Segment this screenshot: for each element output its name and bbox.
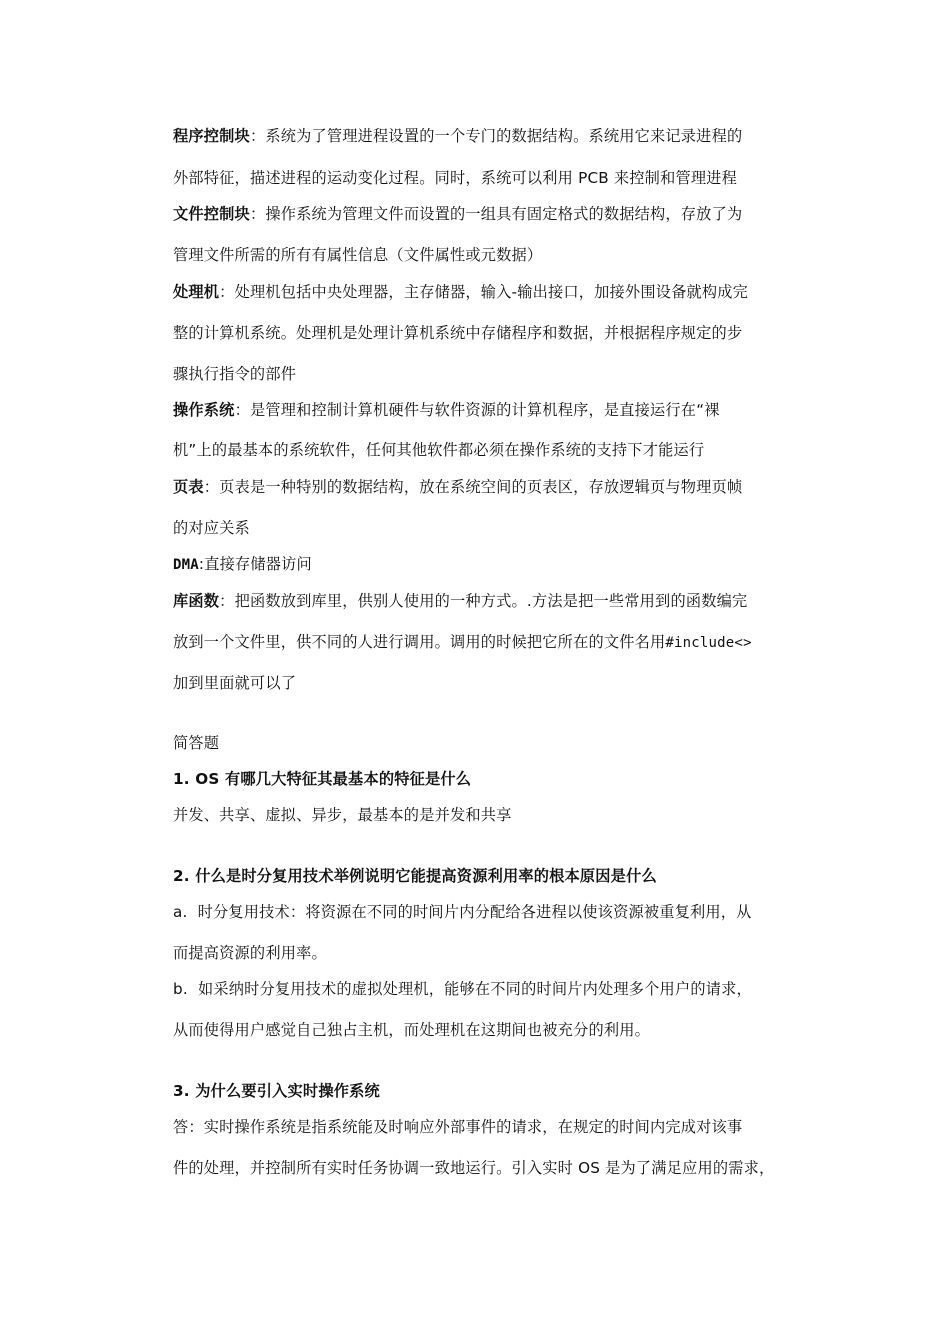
definition-library [173, 591, 747, 611]
answer-3: 答：实时操作系统是指系统能及时响应外部事件的请求，在规定的时间内完成对该事 [173, 1118, 743, 1136]
definition-page-table [173, 477, 742, 497]
definition-text: 整的计算机系统。处理机是处理计算机系统中存储程序和数据，并根据程序规定的步 [173, 324, 743, 342]
definition-text: 骤执行指令的部件 [173, 365, 297, 383]
definition-text: 处理机包括中央处理器，主存储器，输入-输出接口，加接外围设备就构成完 [234, 283, 749, 301]
code-snippet: #include<> [665, 635, 752, 651]
question-2: 2. 什么是时分复用技术举例说明它能提高资源利用率的根本原因是什么 [173, 867, 657, 885]
term-dma: DMA [173, 557, 199, 573]
separator: ： [219, 592, 235, 610]
definition-text: 直接存储器访问 [204, 555, 312, 573]
question-3: 3. 为什么要引入实时操作系统 [173, 1082, 380, 1100]
definition-text [173, 632, 752, 653]
question-1: 1. OS 有哪几大特征其最基本的特征是什么 [173, 770, 472, 788]
definition-pcb [173, 126, 742, 146]
separator: ： [234, 401, 250, 419]
answer-text: 如采纳时分复用技术的虚拟处理机，能够在不同的时间片内处理多个用户的请求， [197, 980, 752, 998]
definition-text: 放到一个文件里，供不同的人进行调用。调用的时候把它所在的文件名用 [173, 633, 666, 651]
answer-2a [173, 902, 752, 922]
definition-text: 系统为了管理进程设置的一个专门的数据结构。系统用它来记录进程的 [265, 127, 743, 145]
section-heading: 简答题 [173, 734, 220, 752]
term-library: 库函数 [173, 592, 220, 610]
definition-text: 是管理和控制计算机硬件与软件资源的计算机程序，是直接运行在“裸 [249, 401, 720, 419]
definition-text: 页表是一种特别的数据结构，放在系统空间的页表区，存放逻辑页与物理页帧 [219, 478, 743, 496]
answer-text: 件的处理，并控制所有实时任务协调一致地运行。引入实时 OS 是为了满足应用的需求， [173, 1159, 775, 1177]
separator: ： [203, 478, 220, 496]
separator: : [198, 555, 205, 573]
definition-text: 的对应关系 [173, 519, 250, 537]
list-label: b. [173, 980, 188, 998]
answer-text: 从而使得用户感觉自己独占主机，而处理机在这期间也被充分的利用。 [173, 1021, 651, 1039]
definition-text: 操作系统为管理文件而设置的一组具有固定格式的数据结构，存放了为 [265, 205, 743, 223]
definition-processor [173, 282, 748, 302]
term-os: 操作系统 [173, 401, 235, 419]
answer-text: 时分复用技术：将资源在不同的时间片内分配给各进程以使该资源被重复利用，从 [197, 903, 752, 921]
term-page-table: 页表 [173, 478, 204, 496]
definition-text: 加到里面就可以了 [173, 674, 297, 692]
separator: ： [249, 127, 266, 145]
answer-2b [173, 979, 752, 999]
definition-text: 管理文件所需的所有有属性信息（文件属性或元数据） [173, 246, 543, 264]
separator: ： [249, 205, 266, 223]
definition-dma [173, 554, 312, 575]
definition-text: 机”上的最基本的系统软件，任何其他软件都必须在操作系统的支持下才能运行 [173, 441, 705, 459]
term-pcb: 程序控制块 [173, 127, 250, 145]
definition-fcb [173, 204, 742, 224]
answer-text: 而提高资源的利用率。 [173, 944, 327, 962]
term-processor: 处理机 [173, 283, 220, 301]
term-fcb: 文件控制块 [173, 205, 250, 223]
definition-os [173, 400, 720, 420]
definition-text: 外部特征，描述进程的运动变化过程。同时，系统可以利用 PCB 来控制和管理进程 [173, 169, 738, 187]
answer-1: 并发、共享、虚拟、异步，最基本的是并发和共享 [173, 806, 512, 824]
separator: ： [219, 283, 235, 301]
definition-text: 把函数放到库里，供别人使用的一种方式。.方法是把一些常用到的函数编完 [234, 592, 748, 610]
list-label: a. [173, 903, 188, 921]
